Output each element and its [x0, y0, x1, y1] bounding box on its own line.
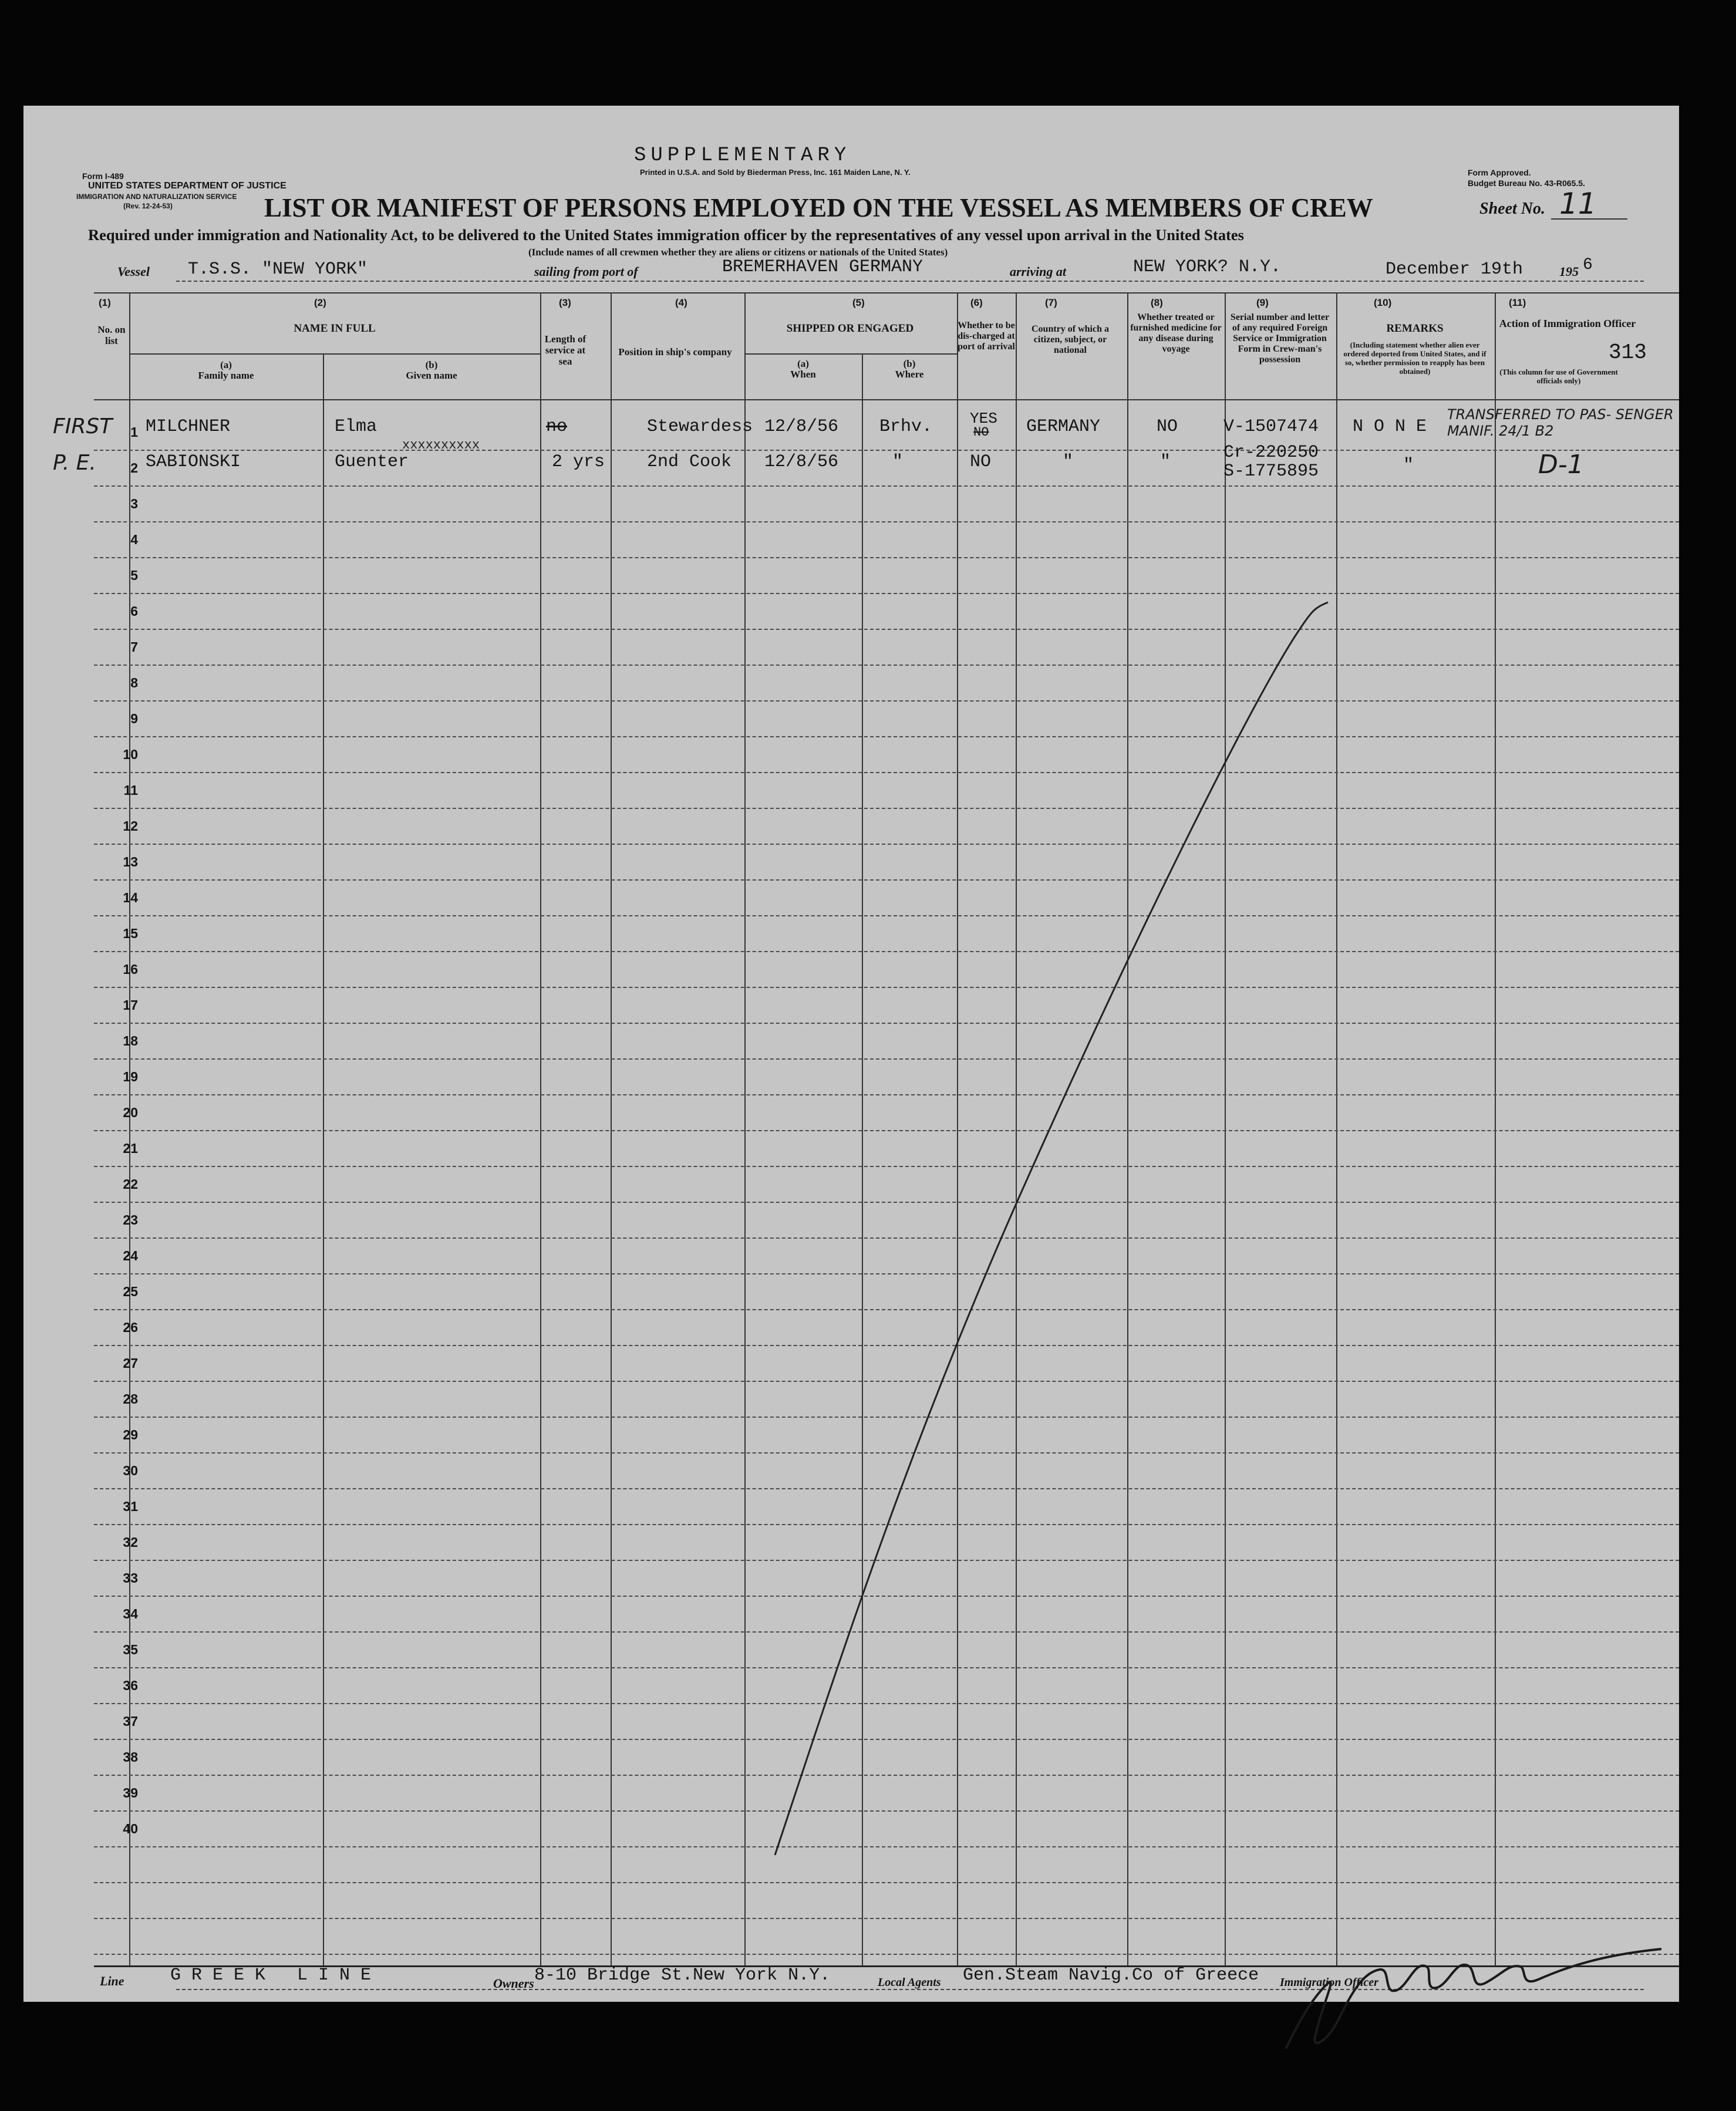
header-length-of-service: Length of service at sea — [544, 333, 586, 367]
department-name: UNITED STATES DEPARTMENT OF JUSTICE — [88, 181, 286, 191]
row-2-serial: Cr-220250 — [1223, 443, 1319, 463]
line-label: Line — [100, 1974, 124, 1988]
agents-value: Gen.Steam Navig.Co of Greece — [963, 1965, 1259, 1985]
empty-row-number: 39 — [123, 1785, 138, 1800]
header-treated: Whether treated or furnished medicine for any disease during voyage — [1130, 312, 1222, 354]
empty-row-number: 10 — [123, 747, 138, 762]
empty-row-number: 12 — [123, 818, 138, 834]
header-given-b: (b) — [425, 359, 438, 370]
officer-signature — [1274, 1937, 1673, 2061]
empty-row-number: 34 — [123, 1606, 138, 1621]
empty-row-number: 15 — [123, 926, 138, 941]
empty-row-number: 30 — [123, 1463, 138, 1478]
year-suffix: 6 — [1583, 256, 1593, 274]
officer-label: Immigration Officer — [1280, 1976, 1378, 1989]
header-name-in-full: NAME IN FULL — [294, 322, 376, 335]
empty-row-number: 31 — [123, 1499, 138, 1514]
col-num-2: (2) — [314, 297, 326, 308]
empty-row-number: 25 — [123, 1284, 138, 1299]
arrival-date: December 19th — [1386, 259, 1523, 279]
col-num-4: (4) — [675, 297, 687, 308]
empty-row-number: 5 — [130, 568, 138, 583]
empty-row-number: 13 — [123, 854, 138, 869]
col-num-11: (11) — [1509, 297, 1526, 308]
row-2-when: 12/8/56 — [764, 452, 839, 472]
header-discharged: Whether to be dis-charged at port of arrival — [958, 321, 1015, 352]
header-remarks: REMARKS — [1386, 322, 1444, 335]
row-1-where: Brhv. — [879, 417, 933, 437]
manifest-subtitle: Required under immigration and Nationality Act, to be delivered to the United States immigration officer by the representatives of any vessel upon arrival in the United States — [88, 226, 1244, 244]
header-position: Position in ship's company — [618, 346, 732, 358]
col-num-7: (7) — [1045, 297, 1057, 308]
empty-row-number: 19 — [123, 1069, 138, 1084]
col-num-10: (10) — [1374, 297, 1392, 308]
row-1-length-struck: no — [546, 417, 568, 437]
row-2-treated: " — [1160, 452, 1171, 472]
empty-row-number: 21 — [123, 1141, 138, 1156]
empty-row-number: 6 — [130, 603, 138, 619]
form-approved: Form Approved. — [1468, 168, 1531, 177]
header-shipped-or-engaged: SHIPPED OR ENGAGED — [786, 322, 914, 335]
row-1-treated: NO — [1157, 417, 1178, 437]
header-no-on-list: No. on list — [97, 324, 126, 346]
empty-row-number: 28 — [123, 1391, 138, 1407]
action-officer-number: 313 — [1609, 340, 1647, 365]
header-where: Where — [895, 369, 924, 380]
row-1-position: Stewardess — [647, 417, 753, 437]
header-family-name: Family name — [198, 370, 254, 381]
line-value: G R E E K L I N E — [170, 1965, 372, 1985]
col-num-6: (6) — [970, 297, 983, 308]
empty-row-number: 24 — [123, 1248, 138, 1263]
empty-row-number: 37 — [123, 1714, 138, 1729]
header-where-b: (b) — [903, 358, 916, 369]
row-2-number: 2 — [130, 460, 138, 476]
service-name: IMMIGRATION AND NATURALIZATION SERVICE — [76, 193, 237, 201]
row-1-given-name: Elma — [335, 417, 377, 437]
col-num-3: (3) — [559, 297, 571, 308]
empty-row-number: 11 — [123, 783, 138, 798]
row-2-margin-note: P. E. — [53, 451, 96, 475]
row-2-given-name: Guenter — [335, 452, 409, 472]
col-num-1: (1) — [99, 297, 111, 308]
row-2-length: 2 yrs — [552, 452, 605, 472]
header-given-name: Given name — [406, 370, 457, 381]
empty-row-number: 4 — [130, 532, 138, 547]
empty-row-number: 33 — [123, 1570, 138, 1586]
form-number: Form I-489 — [82, 171, 124, 181]
vessel-label: Vessel — [117, 264, 150, 279]
row-2-position: 2nd Cook — [647, 452, 732, 472]
row-2-discharged: NO — [970, 452, 992, 472]
arriving-port: NEW YORK? N.Y. — [1133, 257, 1282, 277]
empty-row-number: 40 — [123, 1821, 138, 1836]
year-prefix: 195 — [1559, 264, 1579, 279]
row-2-where: " — [892, 452, 904, 472]
form-revision: (Rev. 12-24-53) — [123, 202, 173, 210]
empty-row-number: 27 — [123, 1355, 138, 1371]
empty-row-number: 9 — [130, 711, 138, 726]
sailing-port: BREMERHAVEN GERMANY — [722, 257, 923, 277]
row-1-action: TRANSFERRED TO PAS- SENGER MANIF. 24/1 B2 — [1447, 406, 1674, 439]
row-1-country: GERMANY — [1026, 417, 1101, 437]
row-1-serial: V-1507474 — [1223, 417, 1319, 437]
row-1-when: 12/8/56 — [764, 417, 839, 437]
manifest-sheet — [23, 106, 1679, 2002]
empty-row-number: 22 — [123, 1176, 138, 1192]
empty-row-number: 16 — [123, 962, 138, 977]
empty-row-number: 7 — [130, 639, 138, 655]
header-when: When — [790, 369, 816, 380]
row-1-family-name: MILCHNER — [146, 417, 231, 437]
empty-row-number: 35 — [123, 1642, 138, 1657]
col-num-9: (9) — [1256, 297, 1269, 308]
row-1-margin-note: FIRST — [53, 414, 113, 439]
supplementary-stamp: SUPPLEMENTARY — [634, 144, 851, 167]
header-serial: Serial number and letter of any required Foreign Service or Immigration Form in Crew-man's possession — [1230, 312, 1330, 365]
header-action-note: (This column for use of Government officials only) — [1499, 367, 1618, 385]
empty-row-number: 23 — [123, 1212, 138, 1228]
empty-row-number: 3 — [130, 496, 138, 511]
budget-number: Budget Bureau No. 43-R065.5. — [1468, 178, 1585, 188]
sheet-number: 11 — [1559, 187, 1597, 221]
row-2-family-name: SABIONSKI — [146, 452, 241, 472]
vessel-name: T.S.S. "NEW YORK" — [188, 259, 368, 279]
row-2-remarks: " — [1403, 456, 1414, 476]
row-2-country: " — [1063, 452, 1074, 472]
owners-label: Owners — [493, 1976, 534, 1991]
row-1-number: 1 — [130, 424, 138, 440]
header-family-a: (a) — [220, 359, 232, 370]
cancellation-stroke — [23, 106, 1679, 2002]
header-action: Action of Immigration Officer — [1499, 318, 1636, 329]
empty-row-number: 29 — [123, 1427, 138, 1442]
printer-note: Printed in U.S.A. and Sold by Biederman Press, Inc. 161 Maiden Lane, N. Y. — [640, 168, 911, 177]
empty-row-number: 14 — [123, 890, 138, 905]
include-note: (Include names of all crewmen whether they are aliens or citizens or nationals of the United States) — [528, 247, 948, 258]
row-2-action: D-1 — [1538, 450, 1584, 480]
empty-row-number: 20 — [123, 1105, 138, 1120]
empty-row-number: 36 — [123, 1678, 138, 1693]
header-remarks-note: (Including statement whether alien ever ordered deported from United States, and if so, whether permission to reapply has been obtained) — [1343, 340, 1486, 376]
row-1-given-name-strike: xxxxxxxxxx — [402, 438, 480, 453]
empty-row-number: 8 — [130, 675, 138, 690]
sailing-label: sailing from port of — [534, 264, 638, 279]
arriving-label: arriving at — [1010, 264, 1066, 279]
empty-row-number: 26 — [123, 1320, 138, 1335]
manifest-title: LIST OR MANIFEST OF PERSONS EMPLOYED ON THE VESSEL AS MEMBERS OF CREW — [264, 193, 1373, 222]
row-1-discharged-struck: NO — [973, 425, 989, 440]
empty-row-number: 38 — [123, 1749, 138, 1765]
header-country: Country of which a citizen, subject, or national — [1031, 324, 1109, 355]
col-num-5: (5) — [852, 297, 865, 308]
sheet-label: Sheet No. — [1479, 200, 1545, 218]
row-2-serial-2: S-1775895 — [1223, 461, 1319, 481]
empty-row-number: 18 — [123, 1033, 138, 1048]
agents-label: Local Agents — [878, 1976, 941, 1989]
empty-row-number: 17 — [123, 997, 138, 1013]
col-num-8: (8) — [1151, 297, 1163, 308]
empty-row-number: 32 — [123, 1535, 138, 1550]
row-1-discharged: YES — [970, 410, 997, 427]
row-1-remarks: N O N E — [1353, 417, 1427, 437]
header-when-a: (a) — [797, 358, 809, 369]
owners-value: 8-10 Bridge St.New York N.Y. — [534, 1965, 831, 1985]
